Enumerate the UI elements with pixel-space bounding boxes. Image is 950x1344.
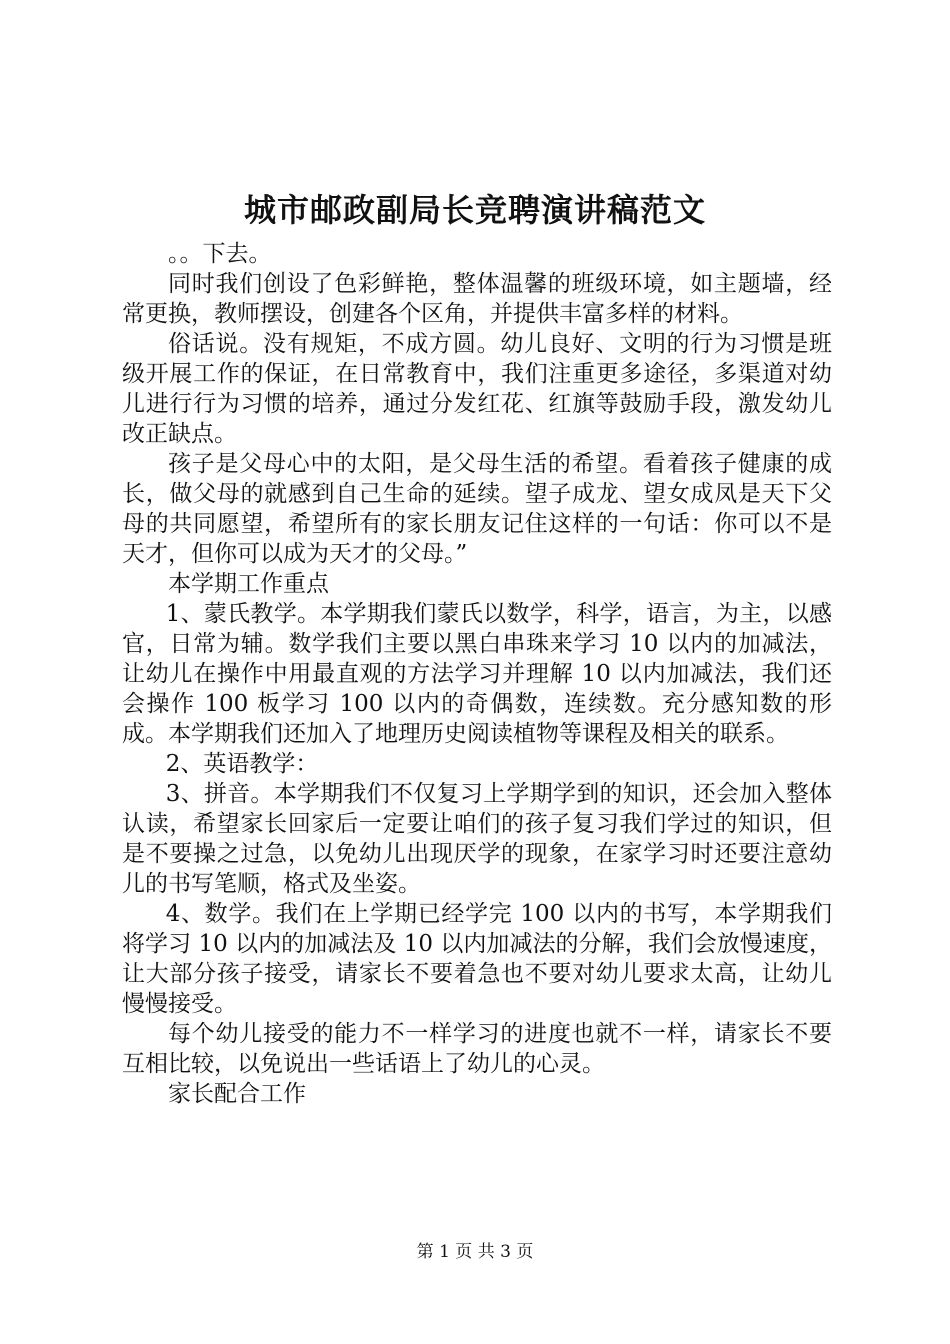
- paragraph: 3、拼音。本学期我们不仅复习上学期学到的知识，还会加入整体认读，希望家长回家后一定要让咱们的孩子复习我们学过的知识，但是不要操之过急，以免幼儿出现厌学的现象，在家学习时还要注意幼儿的书写笔顺，格式及坐姿。: [122, 781, 832, 897]
- paragraph: 同时我们创设了色彩鲜艳，整体温馨的班级环境，如主题墙，经常更换，教师摆设，创建各个区角，并提供丰富多样的材料。: [122, 271, 832, 327]
- section-heading: 家长配合工作: [168, 1081, 306, 1107]
- paragraph: 每个幼儿接受的能力不一样学习的进度也就不一样，请家长不要互相比较，以免说出一些话语上了幼儿的心灵。: [122, 1021, 832, 1077]
- page-footer: 第 1 页 共 3 页: [416, 1242, 534, 1262]
- paragraph: 2、英语教学：: [165, 751, 319, 777]
- document-title: 城市邮政副局长竞聘演讲稿范文: [243, 191, 706, 229]
- section-heading: 本学期工作重点: [168, 571, 329, 597]
- paragraph: 。。下去。: [168, 241, 272, 267]
- paragraph: 4、数学。我们在上学期已经学完 100 以内的书写，本学期我们将学习 10 以内的加减法及 10 以内加减法的分解，我们会放慢速度，让大部分孩子接受，请家长不要着急也不要对幼儿要求太高，让幼儿慢慢接受。: [122, 901, 832, 1017]
- paragraph: 俗话说。没有规矩，不成方圆。幼儿良好、文明的行为习惯是班级开展工作的保证，在日常教育中，我们注重更多途径，多渠道对幼儿进行行为习惯的培养，通过分发红花、红旗等鼓励手段，激发幼儿改正缺点。: [122, 331, 832, 447]
- paragraph: 1、蒙氏教学。本学期我们蒙氏以数学，科学，语言，为主，以感官，日常为辅。数学我们主要以黑白串珠来学习 10 以内的加减法，让幼儿在操作中用最直观的方法学习并理解 10 以内加减法，我们还会操作 100 板学习 100 以内的奇偶数，连续数。充分感知数的形成。本学期我们还加入了地理历史阅读植物等课程及相关的联系。: [122, 601, 832, 747]
- paragraph: 孩子是父母心中的太阳，是父母生活的希望。看着孩子健康的成长，做父母的就感到自己生命的延续。望子成龙、望女成凤是天下父母的共同愿望，希望所有的家长朋友记住这样的一句话：你可以不是天才，但你可以成为天才的父母。”: [122, 451, 832, 567]
- document-body: [122, 239, 832, 1109]
